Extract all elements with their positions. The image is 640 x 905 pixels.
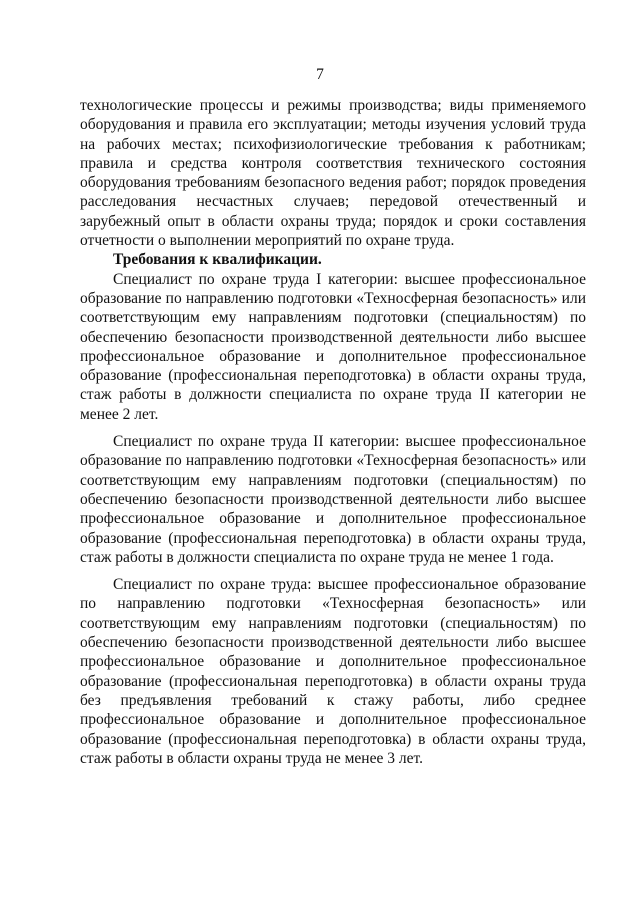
document-body — [80, 96, 586, 768]
paragraph-category-1: Специалист по охране труда I категории: высшее профессиональное образование по направлению подготовки «Техносферная безопасность» или соответствующим ему направлениям подготовки (специальностям) по обеспечению безопасности производственной деятельности либо высшее профессиональное образование и дополнительное профессиональное образование (профессиональная переподготовка) в области охраны труда, стаж работы в должности специалиста по охране труда II категории не менее 2 лет. — [80, 270, 586, 423]
paragraph-category-2: Специалист по охране труда II категории: высшее профессиональное образование по направлению подготовки «Техносферная безопасность» или соответствующим ему направлениям подготовки (специальностям) по обеспечению безопасности производственной деятельности либо высшее профессиональное образование и дополнительное профессиональное образование (профессиональная переподготовка) в области охраны труда, стаж работы в должности специалиста по охране труда не менее 1 года. — [80, 433, 586, 566]
paragraph-specialist: Специалист по охране труда: высшее профессиональное образование по направлению подготовки «Техносферная безопасность» или соответствующим ему направлениям подготовки (специальностям) по обеспечению безопасности производственной деятельности либо высшее профессиональное образование и дополнительное профессиональное образование (профессиональная переподготовка) в области охраны труда без предъявления требований к стажу работы, либо среднее профессиональное образование и дополнительное профессиональное образование (профессиональная переподготовка) в области охраны труда, стаж работы в области охраны труда не менее 3 лет. — [80, 576, 586, 767]
section-heading: Требования к квалификации. — [113, 251, 322, 269]
intro-paragraph: технологические процессы и режимы производства; виды применяемого оборудования и правила его эксплуатации; методы изучения условий труда на рабочих местах; психофизиологические требования к работникам; правила и средства контроля соответствия технического состояния оборудования требованиям безопасного ведения работ; порядок проведения расследования несчастных случаев; передовой отечественный и зарубежный опыт в области охраны труда; порядок и сроки составления отчетности о выполнении мероприятий по охране труда. — [80, 97, 586, 250]
page-number: 7 — [316, 66, 324, 83]
